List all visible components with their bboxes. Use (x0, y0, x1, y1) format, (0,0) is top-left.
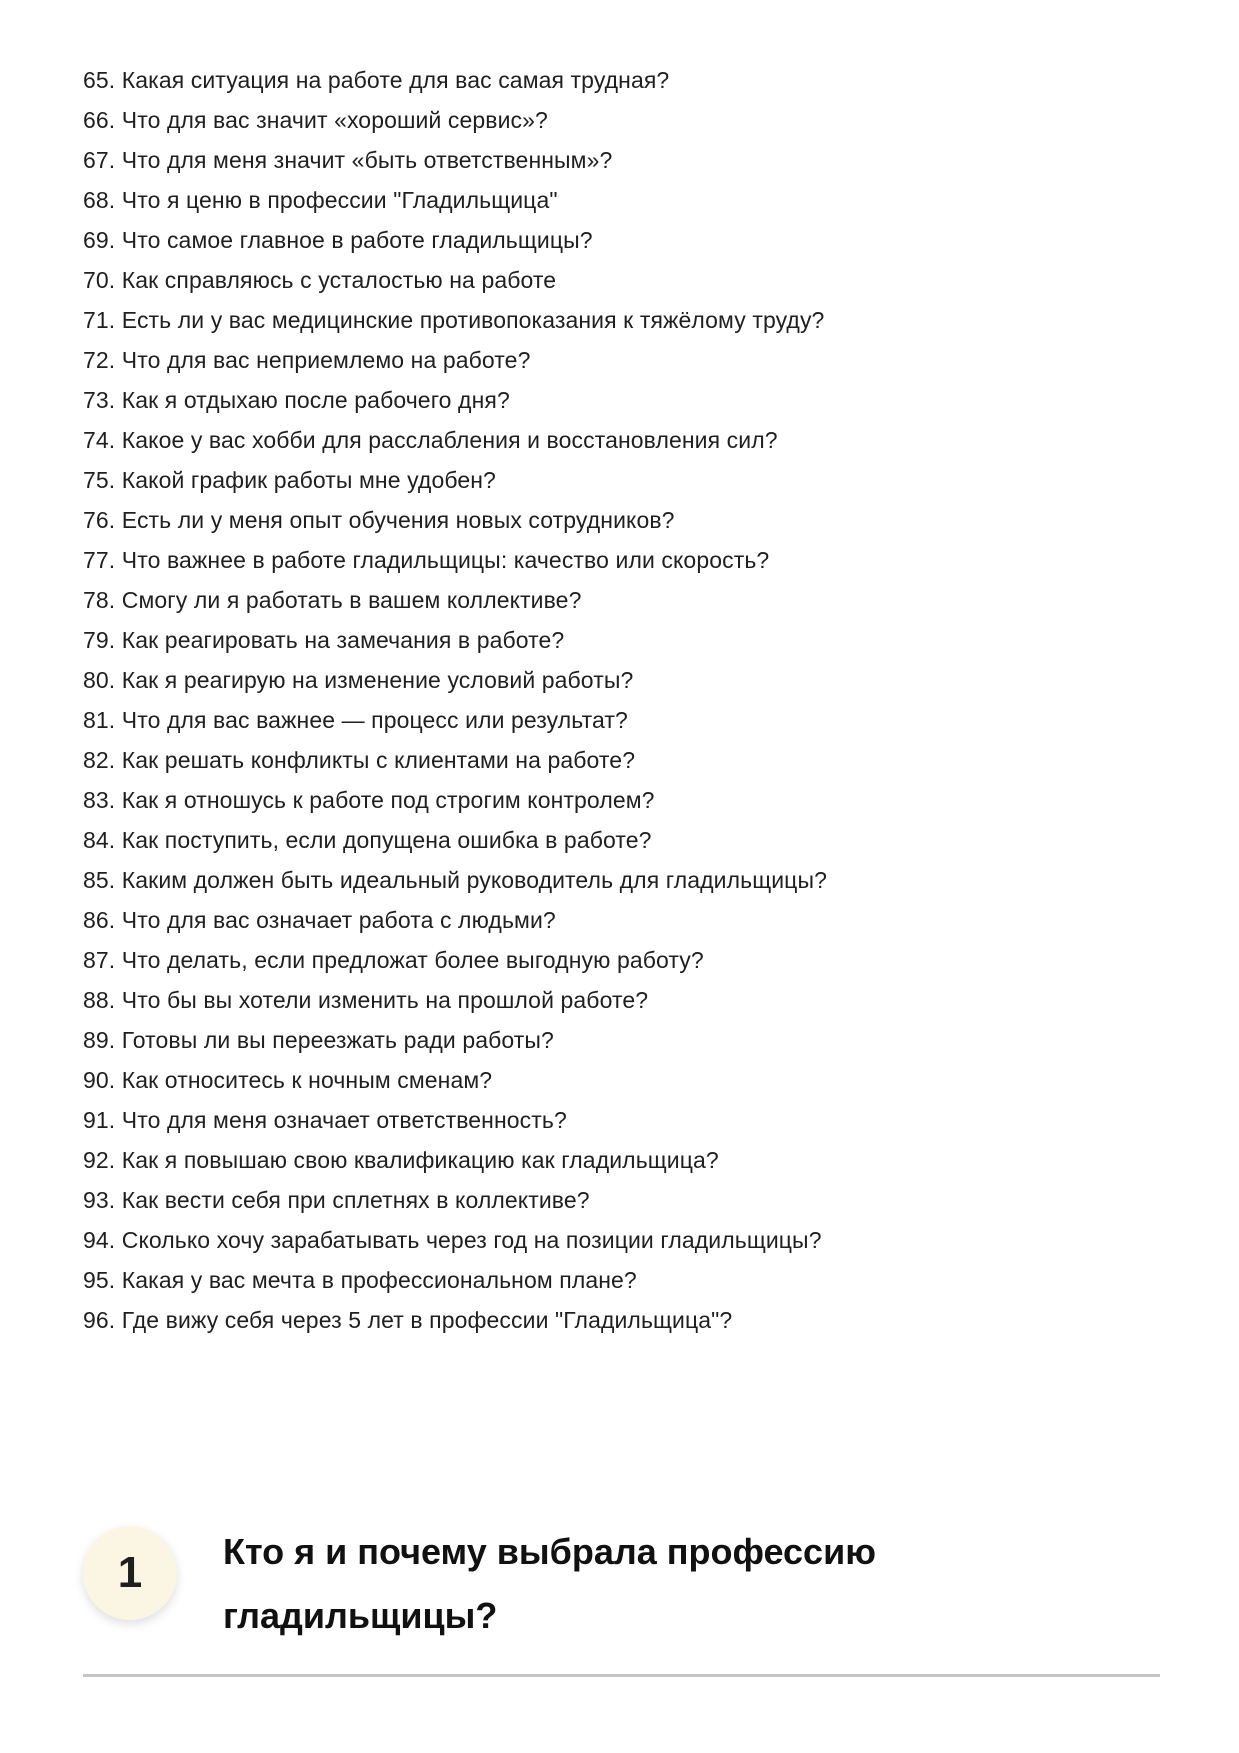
question-item: 89. Готовы ли вы переезжать ради работы? (83, 1027, 554, 1053)
question-item: 77. Что важнее в работе гладильщицы: качество или скорость? (83, 547, 770, 573)
question-item: 72. Что для вас неприемлемо на работе? (83, 347, 531, 373)
question-item: 79. Как реагировать на замечания в работе? (83, 627, 565, 653)
question-item: 91. Что для меня означает ответственность? (83, 1107, 567, 1133)
question-item: 69. Что самое главное в работе гладильщицы? (83, 227, 593, 253)
question-item: 95. Какая у вас мечта в профессиональном плане? (83, 1267, 637, 1293)
question-item: 66. Что для вас значит «хороший сервис»? (83, 107, 548, 133)
question-item: 68. Что я ценю в профессии "Гладильщица" (83, 187, 558, 213)
question-item: 92. Как я повышаю свою квалификацию как гладильщица? (83, 1147, 719, 1173)
question-item: 81. Что для вас важнее — процесс или результат? (83, 707, 628, 733)
question-list (83, 60, 1163, 1340)
question-item: 83. Как я отношусь к работе под строгим контролем? (83, 787, 655, 813)
question-item: 70. Как справляюсь с усталостью на работе (83, 267, 557, 293)
question-item: 86. Что для вас означает работа с людьми? (83, 907, 556, 933)
section-title: Кто я и почему выбрала профессию гладильщицы? (223, 1531, 876, 1636)
question-item: 76. Есть ли у меня опыт обучения новых сотрудников? (83, 507, 675, 533)
question-item: 84. Как поступить, если допущена ошибка в работе? (83, 827, 652, 853)
question-item: 80. Как я реагирую на изменение условий работы? (83, 667, 634, 693)
question-item: 85. Каким должен быть идеальный руководитель для гладильщицы? (83, 867, 827, 893)
question-item: 65. Какая ситуация на работе для вас самая трудная? (83, 67, 670, 93)
question-item: 78. Смогу ли я работать в вашем коллективе? (83, 587, 582, 613)
question-item: 74. Какое у вас хобби для расслабления и восстановления сил? (83, 427, 778, 453)
section-number-badge: 1 (83, 1526, 177, 1620)
divider (83, 1674, 1160, 1677)
question-item: 93. Как вести себя при сплетнях в коллективе? (83, 1187, 590, 1213)
question-item: 88. Что бы вы хотели изменить на прошлой работе? (83, 987, 649, 1013)
question-item: 71. Есть ли у вас медицинские противопоказания к тяжёлому труду? (83, 307, 825, 333)
question-item: 73. Как я отдыхаю после рабочего дня? (83, 387, 510, 413)
question-item: 96. Где вижу себя через 5 лет в профессии "Гладильщица"? (83, 1307, 733, 1333)
question-item: 94. Сколько хочу зарабатывать через год на позиции гладильщицы? (83, 1227, 822, 1253)
question-item: 82. Как решать конфликты с клиентами на работе? (83, 747, 636, 773)
question-item: 87. Что делать, если предложат более выгодную работу? (83, 947, 704, 973)
question-item: 75. Какой график работы мне удобен? (83, 467, 496, 493)
question-item: 90. Как относитесь к ночным сменам? (83, 1067, 493, 1093)
question-item: 67. Что для меня значит «быть ответственным»? (83, 147, 613, 173)
